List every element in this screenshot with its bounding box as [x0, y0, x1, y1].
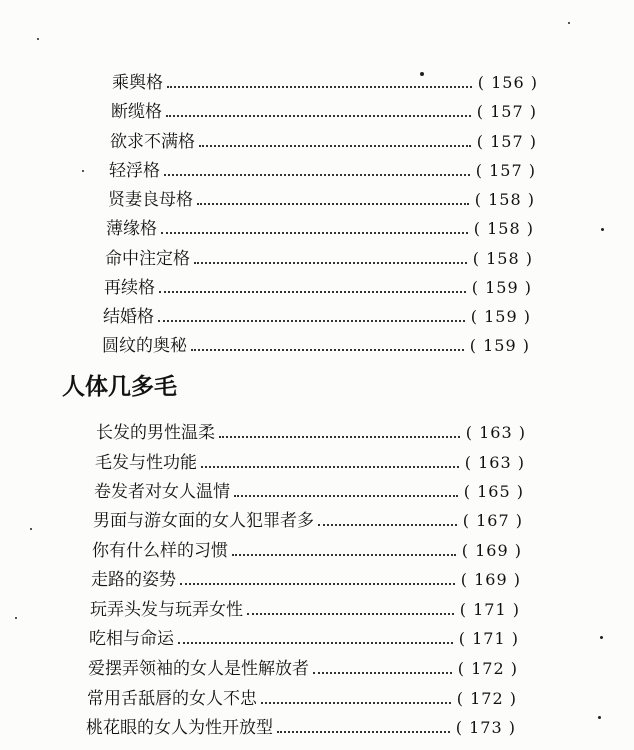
dot-leader — [199, 145, 471, 147]
toc-entry-title: 长发的男性温柔 — [96, 423, 215, 443]
toc-entry-page: ( 157 ) — [476, 102, 537, 121]
dot-leader — [164, 174, 470, 176]
toc-entry — [109, 160, 536, 182]
toc-entry-title: 轻浮格 — [109, 161, 160, 181]
toc-entry-page: ( 156 ) — [477, 73, 538, 92]
dot-leader — [234, 495, 458, 497]
toc-entry — [96, 422, 526, 444]
toc-entry-page: ( 158 ) — [472, 249, 533, 268]
dot-leader — [261, 702, 451, 704]
toc-entry-title: 男面与游女面的女人犯罪者多 — [93, 511, 314, 531]
toc-entry — [87, 688, 517, 710]
toc-entry-title: 玩弄头发与玩弄女性 — [90, 600, 243, 620]
toc-entry-page: ( 169 ) — [460, 570, 521, 589]
dot-leader — [247, 613, 454, 615]
dot-leader — [191, 349, 464, 351]
toc-entry-page: ( 159 ) — [470, 307, 531, 326]
toc-entry-title: 贤妻良母格 — [108, 190, 193, 210]
toc-entry-page: ( 158 ) — [473, 219, 534, 238]
dot-leader — [313, 672, 452, 674]
dot-leader — [197, 203, 469, 205]
toc-entry — [86, 717, 516, 739]
toc-entry-page: ( 171 ) — [458, 629, 519, 648]
toc-entry-title: 你有什么样的习惯 — [92, 541, 228, 561]
dot-leader — [166, 115, 471, 117]
toc-entry — [102, 335, 530, 357]
toc-entry-page: ( 157 ) — [476, 132, 537, 151]
dot-leader — [158, 320, 465, 322]
toc-entry — [90, 599, 520, 621]
toc-entry-title: 命中注定格 — [105, 249, 190, 269]
toc-entry-title: 走路的姿势 — [91, 570, 176, 590]
scan-speck — [598, 716, 601, 719]
toc-entry-title: 卷发者对女人温情 — [94, 482, 230, 502]
toc-entry-title: 欲求不满格 — [110, 132, 195, 152]
scan-speck — [601, 228, 604, 231]
dot-leader — [219, 436, 460, 438]
toc-entry — [110, 131, 537, 153]
scan-speck — [37, 38, 39, 40]
toc-entry-title: 爱摆弄领袖的女人是性解放者 — [88, 659, 309, 679]
dot-leader — [318, 524, 457, 526]
toc-entry-page: ( 167 ) — [462, 511, 523, 530]
dot-leader — [232, 554, 456, 556]
toc-entry-title: 再续格 — [104, 278, 155, 298]
dot-leader — [178, 642, 453, 644]
toc-entry — [105, 248, 533, 270]
dot-leader — [159, 291, 466, 293]
toc-entry — [112, 72, 538, 94]
toc-entry — [103, 306, 531, 328]
scan-speck — [600, 636, 603, 639]
scan-speck — [568, 22, 570, 24]
toc-entry — [111, 101, 537, 123]
toc-entry-page: ( 172 ) — [457, 659, 518, 678]
toc-entry-page: ( 158 ) — [474, 190, 535, 209]
toc-entry-page: ( 172 ) — [456, 689, 517, 708]
dot-leader — [180, 583, 455, 585]
scan-speck — [30, 528, 32, 530]
toc-entry — [89, 628, 519, 650]
toc-entry-title: 结婚格 — [103, 307, 154, 327]
toc-entry-page: ( 159 ) — [469, 336, 530, 355]
toc-entry-page: ( 157 ) — [475, 161, 536, 180]
dot-leader — [201, 466, 459, 468]
toc-entry — [92, 540, 522, 562]
toc-entry-page: ( 169 ) — [461, 541, 522, 560]
dot-leader — [194, 262, 467, 264]
toc-entry-title: 圆纹的奥秘 — [102, 336, 187, 356]
toc-entry-page: ( 163 ) — [465, 423, 526, 442]
section-heading: 人体几多毛 — [62, 374, 177, 400]
toc-entry-page: ( 159 ) — [471, 278, 532, 297]
toc-entry — [88, 658, 518, 680]
scan-speck — [82, 170, 84, 172]
toc-entry — [95, 452, 525, 474]
toc-entry — [106, 218, 534, 240]
dot-leader — [277, 731, 450, 733]
toc-entry-page: ( 163 ) — [464, 453, 525, 472]
toc-entry-title: 毛发与性功能 — [95, 453, 197, 473]
dot-leader — [167, 86, 472, 88]
toc-entry-page: ( 165 ) — [463, 482, 524, 501]
scan-speck — [15, 617, 17, 619]
toc-entry — [93, 510, 523, 532]
toc-entry-page: ( 173 ) — [455, 718, 516, 737]
toc-entry-title: 常用舌舐唇的女人不忠 — [87, 689, 257, 709]
scan-speck — [420, 72, 424, 76]
dot-leader — [161, 232, 468, 234]
toc-entry-title: 断缆格 — [111, 102, 162, 122]
toc-entry — [104, 277, 532, 299]
toc-entry — [91, 569, 521, 591]
toc-entry — [94, 481, 524, 503]
toc-entry-title: 吃相与命运 — [89, 629, 174, 649]
toc-entry-title: 薄缘格 — [106, 219, 157, 239]
toc-entry-title: 桃花眼的女人为性开放型 — [86, 718, 273, 738]
toc-entry — [108, 189, 535, 211]
toc-entry-title: 乘舆格 — [112, 73, 163, 93]
toc-entry-page: ( 171 ) — [459, 600, 520, 619]
